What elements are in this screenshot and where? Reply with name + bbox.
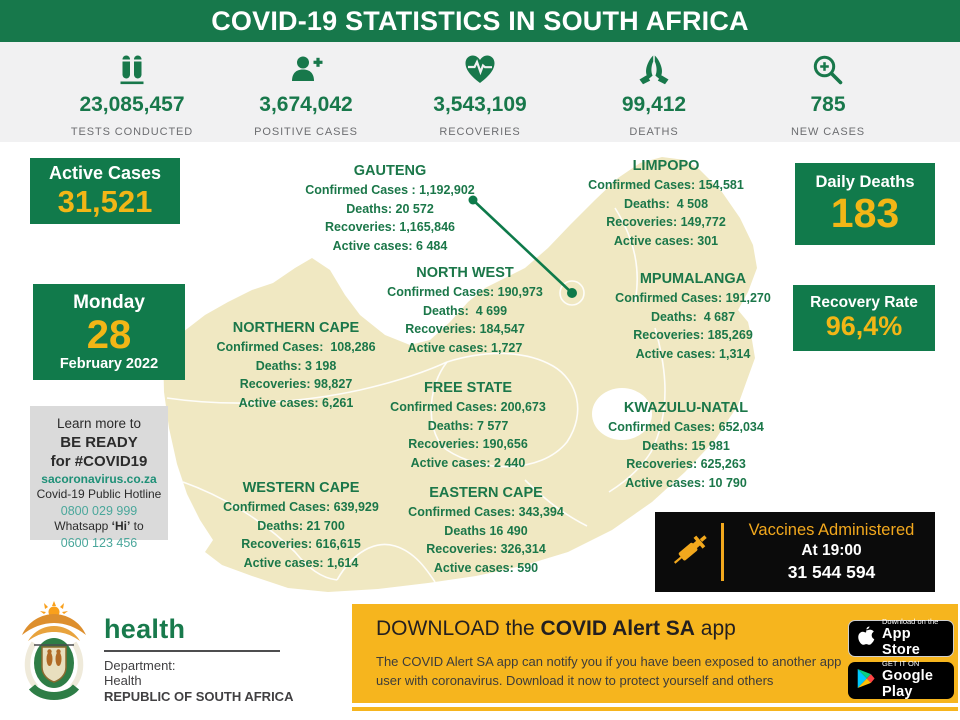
google-play-badge[interactable]: [848, 659, 954, 700]
stat-newcases: [741, 42, 915, 142]
dept-line3: REPUBLIC OF SOUTH AFRICA: [104, 688, 294, 704]
recovery-rate-value: 96,4%: [825, 311, 903, 342]
person-plus-icon: [288, 51, 324, 89]
province-limpopo: LIMPOPO Confirmed Cases: 154,581 Deaths: 4 508 Recoveries: 149,772 Active cases: 301: [588, 158, 744, 248]
stat-label: POSITIVE CASES: [254, 126, 358, 138]
test-tubes-icon: [114, 51, 150, 89]
province-northern-cape: NORTHERN CAPE Confirmed Cases: 108,286 Deaths: 3 198 Recoveries: 98,827 Active cases: 6,261: [216, 320, 376, 410]
stat-label: DEATHS: [629, 126, 679, 138]
download-app-strip: [352, 604, 958, 703]
date-weekday: Monday: [73, 291, 145, 313]
vaccines-value: 31 544 594: [787, 562, 876, 583]
syringe-icon: [667, 527, 713, 578]
recovery-rate-box: [793, 285, 935, 351]
daily-deaths-box: [795, 163, 935, 245]
province-mpumalanga: MPUMALANGA Confirmed Cases: 191,270 Deaths: 4 687 Recoveries: 185,269 Active cases: 1,314: [615, 271, 771, 361]
province-western-cape: WESTERN CAPE Confirmed Cases: 639,929 Deaths: 21 700 Recoveries: 616,615 Active cases: 1,614: [223, 480, 379, 570]
magnifier-plus-icon: [810, 51, 846, 89]
apple-icon: [857, 626, 875, 652]
learn-more-line2: BE READY: [60, 433, 138, 451]
stat-label: RECOVERIES: [439, 126, 521, 138]
app-store-badge[interactable]: [848, 617, 954, 658]
date-day: 28: [86, 312, 132, 357]
google-play-icon: [856, 668, 875, 694]
province-kwazulu-natal: KWAZULU-NATAL Confirmed Cases: 652,034 Deaths: 15 981 Recoveries: 625,263 Active cases: 10 790: [608, 400, 764, 490]
stat-positive: [219, 42, 393, 142]
app-store-small-text: Download on the: [882, 617, 939, 627]
date-month-year: February 2022: [59, 355, 159, 372]
whatsapp-number[interactable]: 0600 123 456: [60, 535, 138, 550]
stat-label: NEW CASES: [790, 126, 866, 138]
whatsapp-line: Whatsapp ‘Hi’ to: [54, 518, 144, 533]
google-play-big-text: Google Play: [882, 667, 934, 700]
download-headline: DOWNLOAD the COVID Alert SA app: [376, 617, 736, 640]
recovery-rate-label: Recovery Rate: [810, 293, 918, 311]
hotline-number[interactable]: 0800 029 999: [60, 503, 138, 518]
active-cases-value: 31,521: [57, 183, 153, 219]
stat-deaths: [567, 42, 741, 142]
heart-pulse-icon: [462, 51, 498, 89]
stat-tests: [45, 42, 219, 142]
vaccines-divider: [721, 523, 724, 581]
google-play-small-text: GET IT ON: [882, 659, 920, 669]
logo-divider-line: [104, 650, 280, 652]
province-free-state: FREE STATE Confirmed Cases: 200,673 Deaths: 7 577 Recoveries: 190,656 Active cases: 2 440: [390, 380, 546, 470]
daily-deaths-value: 183: [830, 189, 900, 236]
active-cases-box: [30, 158, 180, 224]
learn-more-box: [30, 406, 168, 550]
coat-of-arms-logo: [20, 601, 88, 712]
national-stats-band: [0, 42, 960, 142]
page-title: COVID-19 STATISTICS IN SOUTH AFRICA: [211, 5, 749, 36]
vaccines-title: Vaccines Administered: [748, 520, 915, 539]
header-bar: [0, 0, 960, 42]
vaccines-time: At 19:00: [801, 542, 862, 560]
learn-more-line3: for #COVID19: [50, 453, 148, 471]
vaccines-box: [655, 512, 935, 592]
province-eastern-cape: EASTERN CAPE Confirmed Cases: 343,394 Deaths 16 490 Recoveries: 326,314 Active cases: 590: [408, 485, 564, 575]
stat-label: TESTS CONDUCTED: [70, 126, 194, 138]
stat-value: 99,412: [621, 93, 687, 116]
daily-deaths-label: Daily Deaths: [815, 172, 915, 191]
stat-value: 23,085,457: [79, 93, 185, 116]
stat-value: 3,674,042: [259, 93, 353, 116]
active-cases-label: Active Cases: [48, 162, 162, 183]
stat-value: 3,543,109: [433, 93, 527, 116]
strip-underline: [352, 707, 958, 711]
dept-line2: Health: [104, 673, 142, 689]
sacoronavirus-link[interactable]: sacoronavirus.co.za: [41, 471, 157, 486]
health-dept-logo: [104, 614, 293, 704]
province-north-west: NORTH WEST Confirmed Cases: 190,973 Deaths: 4 699 Recoveries: 184,547 Active cases: 1,727: [387, 265, 543, 355]
province-gauteng: GAUTENG Confirmed Cases : 1,192,902 Deaths: 20 572 Recoveries: 1,165,846 Active cases: 6 484: [305, 163, 475, 253]
dept-line1: Department:: [104, 658, 176, 673]
praying-hands-icon: [636, 51, 672, 89]
hotline-label: Covid-19 Public Hotline: [36, 487, 162, 502]
stat-value: 785: [810, 93, 846, 116]
stat-recoveries: [393, 42, 567, 142]
date-box: [33, 284, 185, 380]
app-store-big-text: App Store: [882, 625, 921, 658]
download-body-text: The COVID Alert SA app can notify you if you have been exposed to another app user with coronavirus. Download it now to protect yourself and others: [376, 654, 842, 688]
health-brand-text: health: [104, 614, 186, 644]
learn-more-line1: Learn more to: [56, 416, 142, 431]
